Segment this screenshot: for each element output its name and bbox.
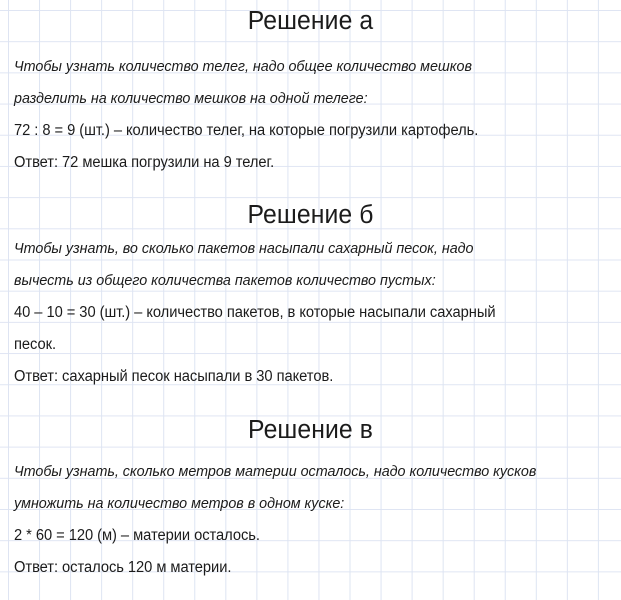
solution-a-line-2: разделить на количество мешков на одной телеге: xyxy=(14,90,368,107)
solution-c-line-1: Чтобы узнать, сколько метров материи осталось, надо количество кусков xyxy=(14,463,537,480)
solution-c-heading: Решение в xyxy=(248,416,373,444)
solution-b-line-5: Ответ: сахарный песок насыпали в 30 пакетов. xyxy=(14,368,334,385)
solution-b-line-3: 40 – 10 = 30 (шт.) – количество пакетов, в которые насыпали сахарный xyxy=(14,304,496,321)
solution-b-line-1: Чтобы узнать, во сколько пакетов насыпали сахарный песок, надо xyxy=(14,240,474,257)
solution-c xyxy=(0,415,621,576)
solution-a-line-1: Чтобы узнать количество телег, надо общее количество мешков xyxy=(14,58,472,75)
solution-c-line-4: Ответ: осталось 120 м материи. xyxy=(14,559,232,576)
solution-a-line-4: Ответ: 72 мешка погрузили на 9 телег. xyxy=(14,154,275,171)
solution-a-line-3: 72 : 8 = 9 (шт.) – количество телег, на которые погрузили картофель. xyxy=(14,122,479,139)
solution-b-line-4: песок. xyxy=(14,336,57,353)
solution-a-heading: Решение а xyxy=(247,7,374,35)
solution-b xyxy=(0,200,621,385)
solution-b-heading: Решение б xyxy=(247,201,374,229)
solution-c-line-3: 2 * 60 = 120 (м) – материи осталось. xyxy=(14,527,260,544)
solution-c-line-2: умножить на количество метров в одном куске: xyxy=(14,495,345,512)
solution-a xyxy=(0,6,621,171)
solution-b-line-2: вычесть из общего количества пакетов количество пустых: xyxy=(14,272,436,289)
